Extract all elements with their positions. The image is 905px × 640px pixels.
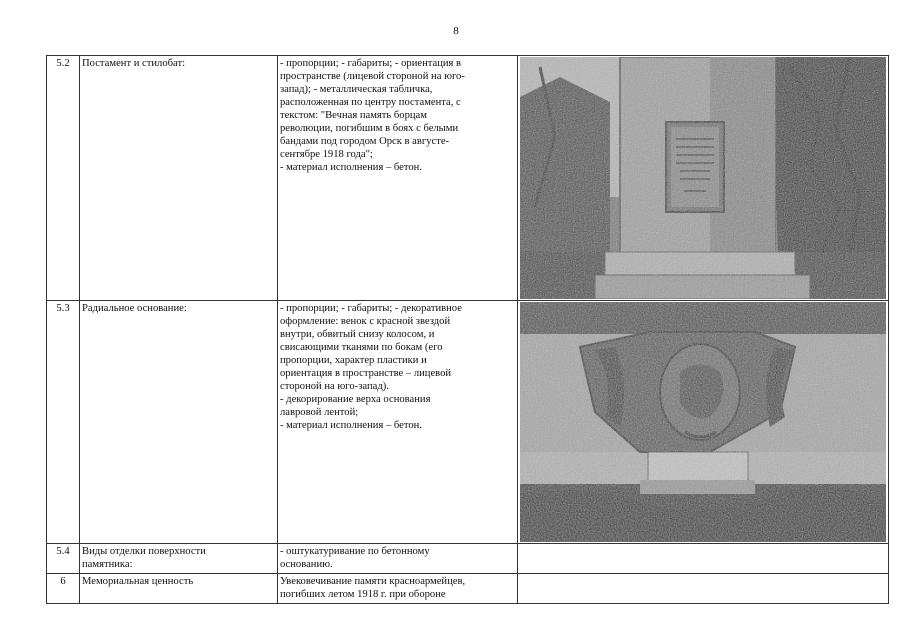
table-row-5-2 <box>47 56 889 301</box>
row-number: 5.2 <box>47 56 80 301</box>
element-name: Мемориальная ценность <box>80 574 278 604</box>
base-photo-image <box>520 302 886 542</box>
description-line: пропорции, характер пластики и <box>280 355 427 367</box>
table-row-5-3 <box>47 301 889 544</box>
description-line: стороной на юго-запад). <box>280 381 389 393</box>
description-line: свисающими тканями по бокам (его <box>280 342 443 354</box>
description-line: - пропорции; - габариты; - ориентация в <box>280 58 462 69</box>
description-line: - декорирование верха основания <box>280 394 431 406</box>
description-line: - материал исполнения – бетон. <box>280 162 422 174</box>
element-description <box>278 56 518 301</box>
description-line: оформление: венок с красной звездой <box>280 316 451 328</box>
element-name-line: памятника: <box>82 559 133 571</box>
description-line: лавровой лентой; <box>280 407 359 419</box>
monument-description-table <box>46 55 889 604</box>
element-description <box>278 544 518 574</box>
page-number: 8 <box>453 25 459 37</box>
table-row-5-4 <box>47 544 889 574</box>
description-line: Увековечивание памяти красноармейцев, <box>280 576 466 587</box>
element-description <box>278 574 518 604</box>
description-line: основанию. <box>280 559 333 571</box>
empty-photo-cell <box>518 544 889 574</box>
pedestal-photo <box>518 56 889 301</box>
row-number: 5.3 <box>47 301 80 544</box>
element-name: Радиальное основание: <box>80 301 278 544</box>
description-line: запад); - металлическая табличка, <box>280 84 433 96</box>
description-line: бандами под городом Орск в августе- <box>280 136 450 148</box>
element-name-line: Виды отделки поверхности <box>82 546 206 557</box>
description-line: сентябре 1918 года"; <box>280 149 373 161</box>
description-line: погибших летом 1918 г. при обороне <box>280 589 446 601</box>
description-line: - оштукатуривание по бетонному <box>280 546 430 557</box>
description-line: ориентация в пространстве – лицевой <box>280 368 452 380</box>
element-name <box>80 544 278 574</box>
description-line: пространстве (лицевой стороной на юго- <box>280 71 465 83</box>
element-description <box>278 301 518 544</box>
description-line: расположенная по центру постамента, с <box>280 97 461 109</box>
row-number: 6 <box>47 574 80 604</box>
description-line: текстом: "Вечная память борцам <box>280 110 427 122</box>
description-line: - пропорции; - габариты; - декоративное <box>280 303 462 314</box>
row-number: 5.4 <box>47 544 80 574</box>
empty-photo-cell <box>518 574 889 604</box>
element-name: Постамент и стилобат: <box>80 56 278 301</box>
description-line: революции, погибшим в боях с белыми <box>280 123 459 135</box>
table-row-6 <box>47 574 889 604</box>
base-photo <box>518 301 889 544</box>
description-line: - материал исполнения – бетон. <box>280 420 422 432</box>
pedestal-photo-image <box>520 57 886 299</box>
description-line: внутри, обвитый снизу колосом, и <box>280 329 435 341</box>
